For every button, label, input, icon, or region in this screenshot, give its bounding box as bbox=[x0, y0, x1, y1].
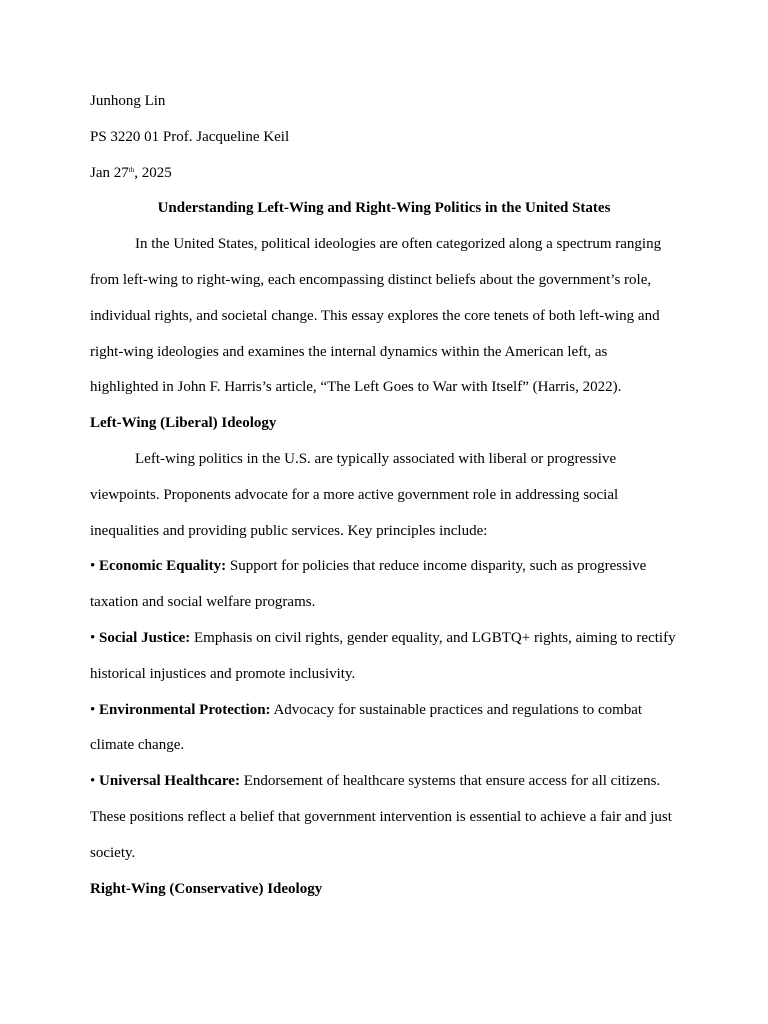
bullet-environmental-protection bbox=[90, 693, 678, 765]
bullet-marker: • bbox=[90, 558, 96, 575]
bullet-text: Emphasis on civil rights, gender equality, and LGBTQ+ rights, aiming to rectify historical injustices and promote inclusivity. bbox=[90, 629, 676, 682]
left-wing-intro: Left-wing politics in the U.S. are typically associated with liberal or progressive viewpoints. Proponents advocate for a more active government role in addressing social inequalities and providing public services. Key principles include: bbox=[90, 450, 619, 539]
bullet-text: Advocacy for sustainable practices and regulations to combat climate change. bbox=[90, 701, 643, 754]
bullet-economic-equality bbox=[90, 549, 678, 621]
bullet-marker: • bbox=[90, 701, 96, 718]
date-prefix: Jan 27 bbox=[90, 164, 129, 181]
essay-title: Understanding Left-Wing and Right-Wing Politics in the United States bbox=[157, 200, 611, 217]
right-wing-heading: Right-Wing (Conservative) Ideology bbox=[90, 880, 323, 897]
author-name: Junhong Lin bbox=[90, 93, 166, 109]
left-wing-heading: Left-Wing (Liberal) Ideology bbox=[90, 415, 277, 432]
bullet-marker: • bbox=[90, 629, 96, 646]
bullet-text: Support for policies that reduce income disparity, such as progressive taxation and social welfare programs. bbox=[90, 558, 647, 611]
course-info: PS 3220 01 Prof. Jacqueline Keil bbox=[90, 128, 290, 145]
document-page bbox=[90, 84, 678, 907]
bullet-term: Environmental Protection: bbox=[99, 701, 271, 718]
bullet-term: Economic Equality: bbox=[99, 558, 227, 575]
bullet-marker: • bbox=[90, 773, 96, 790]
intro-paragraph: In the United States, political ideologies are often categorized along a spectrum ranging from left-wing to right-wing, each encompassing distinct beliefs about the government’s role, individual rights, and societal change. This essay explores the core tenets of both left-wing and right-wing ideologies and examines the internal dynamics within the American left, as highlighted in John F. Harris’s article, “The Left Goes to War with Itself” (Harris, 2022). bbox=[90, 236, 662, 396]
bullet-social-justice bbox=[90, 621, 678, 693]
bullet-term: Universal Healthcare: bbox=[99, 773, 240, 790]
document-date bbox=[90, 156, 678, 192]
bullet-universal-healthcare bbox=[90, 764, 678, 800]
left-wing-conclusion: These positions reflect a belief that government intervention is essential to achieve a fair and just society. bbox=[90, 808, 672, 861]
bullet-term: Social Justice: bbox=[99, 629, 191, 646]
bullet-text: Endorsement of healthcare systems that ensure access for all citizens. bbox=[243, 773, 661, 790]
date-suffix: , 2025 bbox=[134, 164, 172, 181]
date-ordinal: th bbox=[128, 165, 135, 174]
